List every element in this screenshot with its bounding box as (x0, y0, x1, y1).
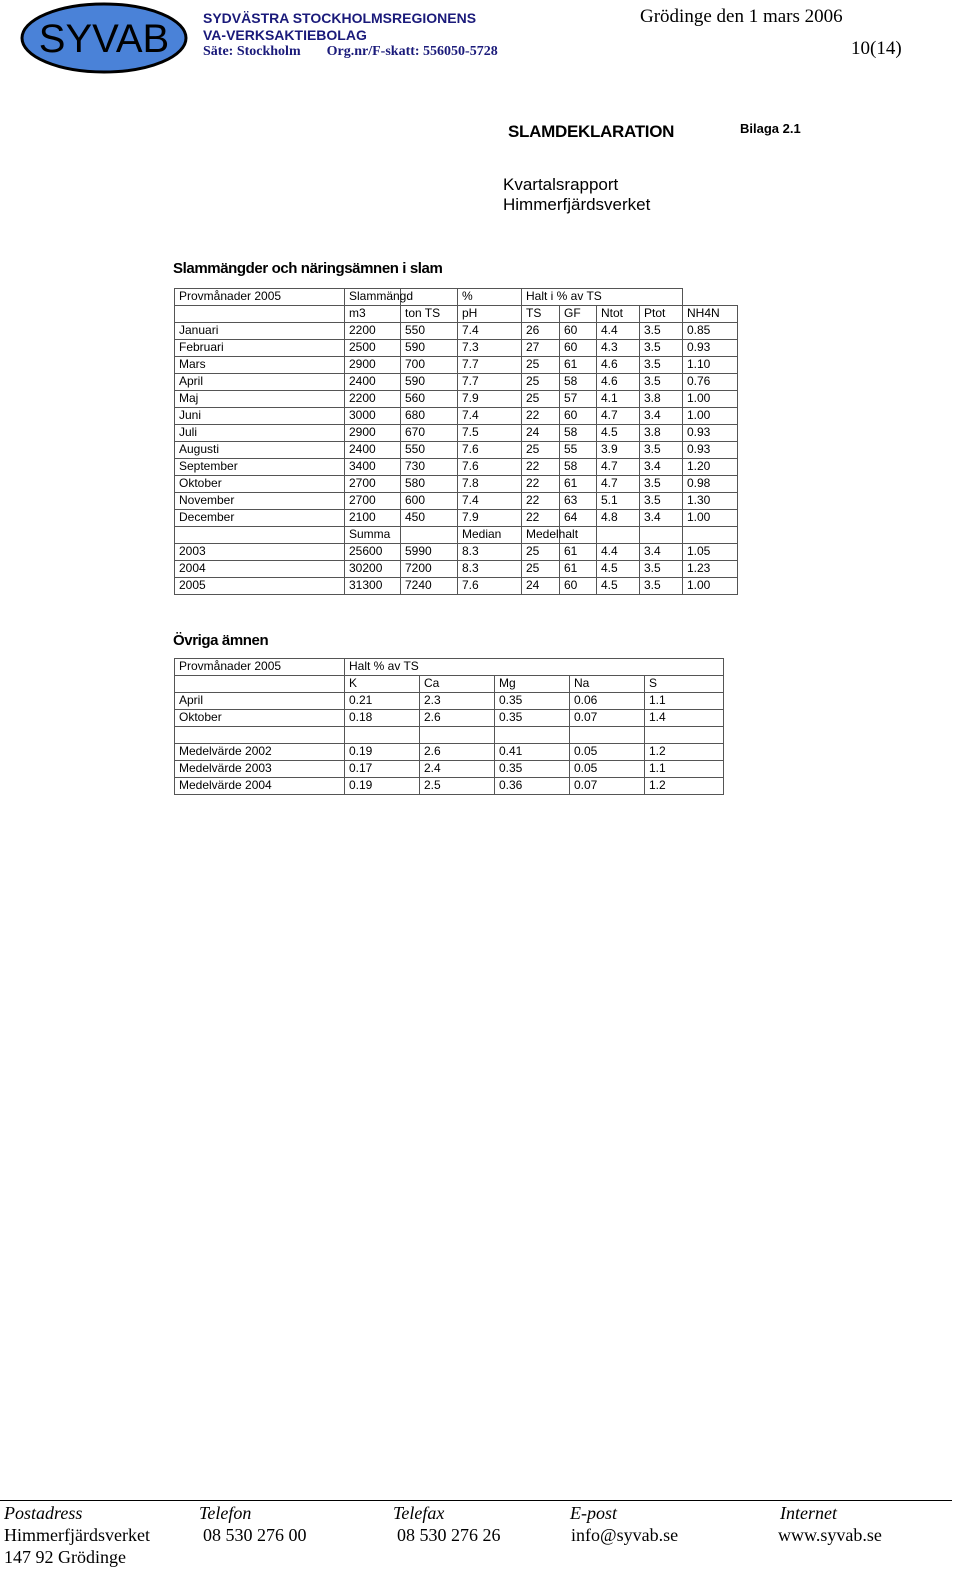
table-row (175, 778, 724, 795)
table-row (175, 425, 738, 442)
footer-phone-value: 08 530 276 00 (203, 1525, 307, 1545)
table-cell (175, 727, 345, 744)
table-cell: 2004 (175, 561, 345, 578)
table-cell: 3000 (345, 408, 401, 425)
table-cell: Na (570, 676, 645, 693)
table-cell: 22 (522, 459, 560, 476)
table-cell (683, 527, 738, 544)
table-cell: Medelvärde 2004 (175, 778, 345, 795)
table-cell: 55 (560, 442, 597, 459)
table-cell: Maj (175, 391, 345, 408)
table-cell: 0.35 (495, 693, 570, 710)
table-cell: April (175, 693, 345, 710)
attachment-label: Bilaga 2.1 (740, 121, 801, 136)
table-cell: 2.6 (420, 744, 495, 761)
table-cell: 2700 (345, 493, 401, 510)
footer-postal-value: Himmerfjärdsverket (4, 1525, 150, 1545)
table-cell: 550 (401, 442, 458, 459)
table-cell: 4.5 (597, 578, 640, 595)
table-cell: 2900 (345, 357, 401, 374)
table-cell: 670 (401, 425, 458, 442)
table-row (175, 761, 724, 778)
table-cell: 22 (522, 476, 560, 493)
table-cell: 1.00 (683, 578, 738, 595)
table-cell: 730 (401, 459, 458, 476)
table-cell: 7.5 (458, 425, 522, 442)
table-cell: Mg (495, 676, 570, 693)
table-cell: 7240 (401, 578, 458, 595)
table-cell: 7.4 (458, 408, 522, 425)
subtitle-line2: Himmerfjärdsverket (503, 195, 651, 214)
table-cell: 60 (560, 578, 597, 595)
table-cell: 0.18 (345, 710, 420, 727)
table-cell: 4.1 (597, 391, 640, 408)
header-cell: Provmånader 2005 (175, 289, 345, 306)
table-cell: 8.3 (458, 561, 522, 578)
table-cell: 4.4 (597, 544, 640, 561)
table-cell: K (345, 676, 420, 693)
table-cell: 58 (560, 459, 597, 476)
table-cell: 3.5 (640, 578, 683, 595)
table-cell: 0.93 (683, 425, 738, 442)
table-cell (420, 727, 495, 744)
footer-label-internet: Internet (780, 1503, 837, 1523)
table-cell: Ptot (640, 306, 683, 323)
table-cell: Februari (175, 340, 345, 357)
table-cell: 57 (560, 391, 597, 408)
table-cell: 2200 (345, 391, 401, 408)
table-cell: 7.4 (458, 493, 522, 510)
footer-label-email: E-post (570, 1503, 617, 1523)
table-cell: 0.35 (495, 710, 570, 727)
table-row (175, 710, 724, 727)
logo-text: SYVAB (38, 17, 170, 61)
header-cell: Halt i % av TS (522, 289, 683, 306)
table-cell: 60 (560, 323, 597, 340)
table-cell: 4.7 (597, 476, 640, 493)
table-cell: 3.5 (640, 493, 683, 510)
table-cell: 3.5 (640, 323, 683, 340)
table-cell: 7.8 (458, 476, 522, 493)
table-header-row (175, 676, 724, 693)
table-cell: 4.6 (597, 374, 640, 391)
table-cell: 27 (522, 340, 560, 357)
table-cell: 7.4 (458, 323, 522, 340)
table-cell: 7.7 (458, 357, 522, 374)
table-cell: 7.7 (458, 374, 522, 391)
place-date: Grödinge den 1 mars 2006 (640, 6, 843, 27)
table-cell: 0.76 (683, 374, 738, 391)
table-header-row (175, 659, 724, 676)
table-cell: 3400 (345, 459, 401, 476)
table-cell: 0.93 (683, 442, 738, 459)
table-cell: 1.10 (683, 357, 738, 374)
footer-postal-address: 147 92 Grödinge (4, 1547, 126, 1567)
table-cell: 7.9 (458, 510, 522, 527)
table-row (175, 578, 738, 595)
table-cell: 7.6 (458, 459, 522, 476)
table-row (175, 323, 738, 340)
table-cell: 1.2 (645, 778, 724, 795)
table-cell: 590 (401, 340, 458, 357)
table-cell: 1.1 (645, 761, 724, 778)
table-row (175, 374, 738, 391)
table-cell: 26 (522, 323, 560, 340)
table-cell: 0.19 (345, 778, 420, 795)
table-cell: 0.05 (570, 761, 645, 778)
table-row (175, 476, 738, 493)
table-cell: 2700 (345, 476, 401, 493)
table-row (175, 493, 738, 510)
sludge-section-heading: Slammängder och näringsämnen i slam (173, 260, 443, 277)
table-cell: 7.3 (458, 340, 522, 357)
table-cell: 64 (560, 510, 597, 527)
table-cell: S (645, 676, 724, 693)
table-cell (401, 527, 458, 544)
table-cell: 61 (560, 561, 597, 578)
table-cell: 560 (401, 391, 458, 408)
header-cell: % (458, 289, 522, 306)
footer-fax-value: 08 530 276 26 (397, 1525, 501, 1545)
table-header-row (175, 306, 738, 323)
table-cell (345, 727, 420, 744)
table-cell: 4.6 (597, 357, 640, 374)
table-cell: 1.00 (683, 391, 738, 408)
table-cell: Ntot (597, 306, 640, 323)
org-number: Org.nr/F-skatt: 556050-5728 (326, 44, 498, 59)
table-cell: 2.6 (420, 710, 495, 727)
table-cell: 680 (401, 408, 458, 425)
table-cell: Mars (175, 357, 345, 374)
table-cell: 580 (401, 476, 458, 493)
table-cell: 600 (401, 493, 458, 510)
table-cell: December (175, 510, 345, 527)
table-cell: 2003 (175, 544, 345, 561)
table-cell: 2200 (345, 323, 401, 340)
sludge-table (174, 288, 738, 595)
table-cell: 4.3 (597, 340, 640, 357)
page-number: 10(14) (851, 38, 902, 59)
table-cell (640, 527, 683, 544)
table-row (175, 391, 738, 408)
table-cell: 3.8 (640, 425, 683, 442)
table-row (175, 340, 738, 357)
table-spacer-row (175, 727, 724, 744)
table-cell: 3.4 (640, 408, 683, 425)
table-cell: 2.4 (420, 761, 495, 778)
table-cell: 550 (401, 323, 458, 340)
table-cell: 25 (522, 374, 560, 391)
footer-label-postal: Postadress (4, 1503, 83, 1523)
table-cell: 58 (560, 425, 597, 442)
table-cell: 3.5 (640, 340, 683, 357)
table-row (175, 357, 738, 374)
table-cell: 5990 (401, 544, 458, 561)
table-cell: Medelvärde 2002 (175, 744, 345, 761)
subtitle-line1: Kvartalsrapport (503, 175, 619, 194)
table-cell: 3.5 (640, 476, 683, 493)
table-cell: 0.36 (495, 778, 570, 795)
table-cell: 1.00 (683, 408, 738, 425)
table-cell: TS (522, 306, 560, 323)
table-cell: 0.98 (683, 476, 738, 493)
table-cell (175, 676, 345, 693)
header-cell: Slammängd (345, 289, 401, 306)
table-cell: 1.23 (683, 561, 738, 578)
table-row (175, 561, 738, 578)
table-cell: 7.6 (458, 442, 522, 459)
table-cell: 25600 (345, 544, 401, 561)
table-summary-header-row (175, 527, 738, 544)
table-cell: 58 (560, 374, 597, 391)
table-cell: 0.07 (570, 710, 645, 727)
table-cell: 25 (522, 561, 560, 578)
table-cell: 0.85 (683, 323, 738, 340)
table-cell: 3.9 (597, 442, 640, 459)
table-cell: 0.93 (683, 340, 738, 357)
table-cell: 3.5 (640, 561, 683, 578)
table-cell: 2500 (345, 340, 401, 357)
org-name-line1: SYDVÄSTRA STOCKHOLMSREGIONENS (203, 10, 477, 26)
table-cell: 4.7 (597, 459, 640, 476)
table-cell: 3.4 (640, 459, 683, 476)
table-cell: 4.5 (597, 425, 640, 442)
table-cell: NH4N (683, 306, 738, 323)
table-cell: 590 (401, 374, 458, 391)
table-cell (570, 727, 645, 744)
table-cell: September (175, 459, 345, 476)
table-row (175, 442, 738, 459)
table-cell: 2.5 (420, 778, 495, 795)
table-cell: 1.05 (683, 544, 738, 561)
table-cell (597, 527, 640, 544)
table-cell: 4.5 (597, 561, 640, 578)
table-cell: 22 (522, 510, 560, 527)
footer-divider (0, 1500, 952, 1501)
table-cell: 700 (401, 357, 458, 374)
table-cell: 22 (522, 408, 560, 425)
document-title: SLAMDEKLARATION (508, 122, 675, 141)
table-cell: 5.1 (597, 493, 640, 510)
table-cell: 25 (522, 391, 560, 408)
org-seat: Säte: Stockholm (203, 44, 301, 59)
table-cell: April (175, 374, 345, 391)
table-cell: 4.4 (597, 323, 640, 340)
table-cell: 2900 (345, 425, 401, 442)
table-cell: 0.41 (495, 744, 570, 761)
table-cell: 24 (522, 425, 560, 442)
table-cell: 61 (560, 476, 597, 493)
table-cell: 0.19 (345, 744, 420, 761)
table-row (175, 693, 724, 710)
table-cell: 30200 (345, 561, 401, 578)
org-name-line2: VA-VERKSAKTIEBOLAG (203, 27, 367, 43)
table-cell: 3.4 (640, 544, 683, 561)
footer-website-link[interactable]: www.syvab.se (778, 1525, 882, 1545)
table-cell (645, 727, 724, 744)
table-cell: Oktober (175, 476, 345, 493)
table-cell: 61 (560, 544, 597, 561)
table-cell: Oktober (175, 710, 345, 727)
table-cell: Median (458, 527, 522, 544)
table-cell: 7.9 (458, 391, 522, 408)
header-cell: Provmånader 2005 (175, 659, 345, 676)
table-cell: 2400 (345, 442, 401, 459)
table-cell: 1.30 (683, 493, 738, 510)
table-row (175, 544, 738, 561)
table-cell: 1.00 (683, 510, 738, 527)
table-cell: 2005 (175, 578, 345, 595)
table-cell: pH (458, 306, 522, 323)
table-cell: 7200 (401, 561, 458, 578)
other-section-heading: Övriga ämnen (173, 632, 269, 649)
table-cell: 4.7 (597, 408, 640, 425)
table-cell: 0.06 (570, 693, 645, 710)
table-cell: 450 (401, 510, 458, 527)
table-cell: Medelhalt (522, 527, 560, 544)
table-cell: 3.5 (640, 357, 683, 374)
other-substances-table (174, 658, 724, 795)
footer-label-fax: Telefax (393, 1503, 445, 1523)
table-cell: Summa (345, 527, 401, 544)
table-cell: GF (560, 306, 597, 323)
table-cell: 8.3 (458, 544, 522, 561)
table-cell: 1.4 (645, 710, 724, 727)
table-row (175, 510, 738, 527)
table-cell: 1.2 (645, 744, 724, 761)
table-row (175, 408, 738, 425)
table-cell: Juli (175, 425, 345, 442)
table-cell: 63 (560, 493, 597, 510)
table-cell: 60 (560, 408, 597, 425)
table-cell: Medelvärde 2003 (175, 761, 345, 778)
header-cell: Halt % av TS (345, 659, 724, 676)
table-cell: 60 (560, 340, 597, 357)
table-cell: 0.17 (345, 761, 420, 778)
table-cell: 3.5 (640, 442, 683, 459)
report-subtitle (503, 175, 650, 215)
table-cell (495, 727, 570, 744)
table-cell (175, 527, 345, 544)
table-cell: 2.3 (420, 693, 495, 710)
table-cell: Ca (420, 676, 495, 693)
table-cell: 1.1 (645, 693, 724, 710)
table-header-row (175, 289, 738, 306)
table-cell: 25 (522, 442, 560, 459)
table-cell: Augusti (175, 442, 345, 459)
table-cell: 7.6 (458, 578, 522, 595)
table-cell: 2400 (345, 374, 401, 391)
table-cell: 4.8 (597, 510, 640, 527)
table-cell: 0.05 (570, 744, 645, 761)
table-cell: 3.4 (640, 510, 683, 527)
table-cell: m3 (345, 306, 401, 323)
table-cell: 25 (522, 357, 560, 374)
syvab-logo (20, 2, 188, 74)
table-cell: 2100 (345, 510, 401, 527)
table-cell: 25 (522, 544, 560, 561)
table-cell: ton TS (401, 306, 458, 323)
table-cell: 3.5 (640, 374, 683, 391)
table-cell: 31300 (345, 578, 401, 595)
table-cell: 0.07 (570, 778, 645, 795)
table-cell (175, 306, 345, 323)
table-cell: Juni (175, 408, 345, 425)
table-row (175, 459, 738, 476)
table-cell: 22 (522, 493, 560, 510)
table-cell: 61 (560, 357, 597, 374)
table-cell: 24 (522, 578, 560, 595)
org-details (203, 44, 498, 60)
table-cell: November (175, 493, 345, 510)
footer-email-link[interactable]: info@syvab.se (571, 1525, 679, 1545)
table-cell: 0.35 (495, 761, 570, 778)
table-row (175, 744, 724, 761)
footer-label-phone: Telefon (199, 1503, 252, 1523)
table-cell: 3.8 (640, 391, 683, 408)
table-cell: Januari (175, 323, 345, 340)
table-cell: 0.21 (345, 693, 420, 710)
table-cell: 1.20 (683, 459, 738, 476)
